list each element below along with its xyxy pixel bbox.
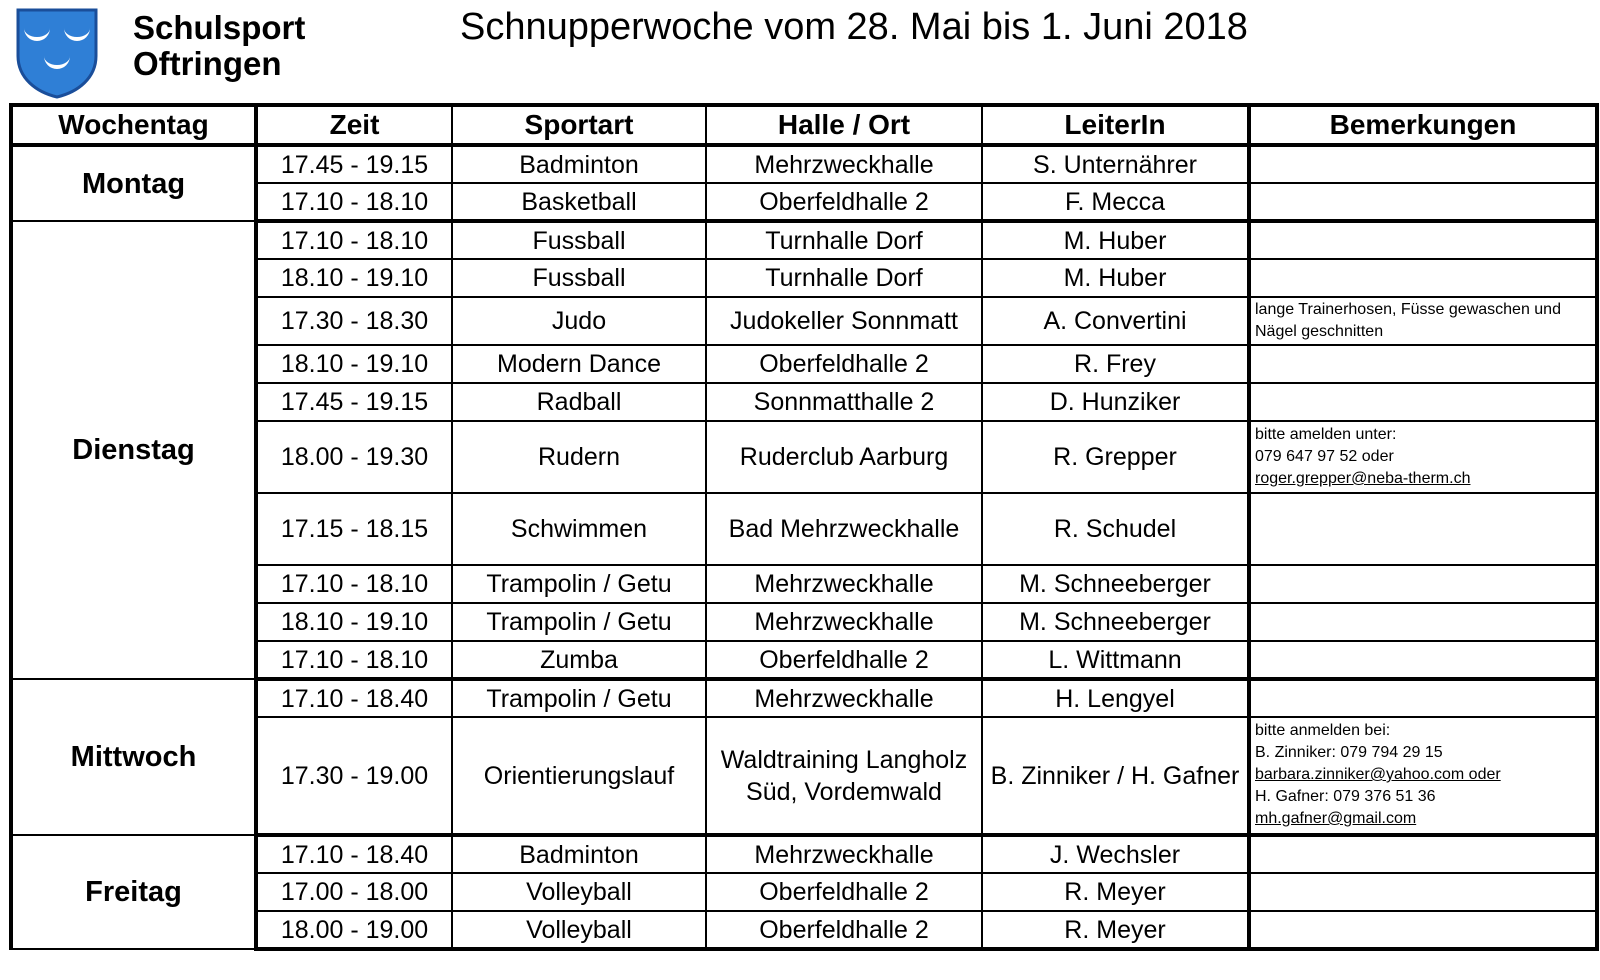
sport-cell: Schwimmen bbox=[452, 493, 706, 565]
sport-cell: Trampolin / Getu bbox=[452, 603, 706, 641]
location-cell: Judokeller Sonnmatt bbox=[706, 297, 982, 345]
remark-cell bbox=[1249, 383, 1597, 421]
time-cell: 17.10 - 18.10 bbox=[256, 565, 452, 603]
column-header-wochentag: Wochentag bbox=[11, 105, 256, 145]
remark-cell bbox=[1249, 259, 1597, 297]
day-cell: Freitag bbox=[11, 835, 256, 949]
location-cell: Oberfeldhalle 2 bbox=[706, 183, 982, 221]
leader-cell: H. Lengyel bbox=[982, 679, 1249, 717]
remark-cell bbox=[1249, 679, 1597, 717]
leader-cell: M. Huber bbox=[982, 259, 1249, 297]
time-cell: 17.00 - 18.00 bbox=[256, 873, 452, 911]
day-cell: Mittwoch bbox=[11, 679, 256, 835]
remark-cell bbox=[1249, 873, 1597, 911]
remark-cell bbox=[1249, 717, 1597, 835]
sport-cell: Zumba bbox=[452, 641, 706, 679]
table-header-row bbox=[11, 105, 1597, 145]
location-cell: Waldtraining Langholz Süd, Vordemwald bbox=[706, 717, 982, 835]
time-cell: 17.10 - 18.10 bbox=[256, 221, 452, 259]
location-cell: Mehrzweckhalle bbox=[706, 603, 982, 641]
location-cell: Bad Mehrzweckhalle bbox=[706, 493, 982, 565]
org-line-2: Oftringen bbox=[133, 45, 282, 82]
email-link[interactable]: barbara.zinniker@yahoo.com oder bbox=[1255, 766, 1501, 783]
leader-cell: F. Mecca bbox=[982, 183, 1249, 221]
time-cell: 17.45 - 19.15 bbox=[256, 383, 452, 421]
time-cell: 18.00 - 19.30 bbox=[256, 421, 452, 493]
remark-cell bbox=[1249, 345, 1597, 383]
page-title: Schnupperwoche vom 28. Mai bis 1. Juni 2018 bbox=[460, 6, 1248, 48]
sport-cell: Trampolin / Getu bbox=[452, 679, 706, 717]
sport-cell: Modern Dance bbox=[452, 345, 706, 383]
column-header-ort: Halle / Ort bbox=[706, 105, 982, 145]
leader-cell: M. Schneeberger bbox=[982, 603, 1249, 641]
leader-cell: M. Schneeberger bbox=[982, 565, 1249, 603]
leader-cell: R. Grepper bbox=[982, 421, 1249, 493]
sport-cell: Radball bbox=[452, 383, 706, 421]
leader-cell: B. Zinniker / H. Gafner bbox=[982, 717, 1249, 835]
time-cell: 17.15 - 18.15 bbox=[256, 493, 452, 565]
remark-line: Nägel geschnitten bbox=[1255, 323, 1384, 340]
organization-name bbox=[133, 10, 305, 82]
leader-cell: A. Convertini bbox=[982, 297, 1249, 345]
remark-line: B. Zinniker: 079 794 29 15 bbox=[1255, 744, 1443, 761]
time-cell: 17.10 - 18.40 bbox=[256, 679, 452, 717]
table-row bbox=[11, 835, 1597, 873]
location-cell: Oberfeldhalle 2 bbox=[706, 641, 982, 679]
day-cell: Dienstag bbox=[11, 221, 256, 679]
coat-of-arms-icon bbox=[8, 2, 106, 100]
location-cell: Mehrzweckhalle bbox=[706, 145, 982, 183]
time-cell: 18.10 - 19.10 bbox=[256, 259, 452, 297]
remark-cell bbox=[1249, 421, 1597, 493]
remark-cell bbox=[1249, 493, 1597, 565]
remark-cell bbox=[1249, 641, 1597, 679]
column-header-zeit: Zeit bbox=[256, 105, 452, 145]
sport-cell: Basketball bbox=[452, 183, 706, 221]
time-cell: 17.30 - 18.30 bbox=[256, 297, 452, 345]
sport-cell: Fussball bbox=[452, 259, 706, 297]
column-header-sportart: Sportart bbox=[452, 105, 706, 145]
table-row bbox=[11, 221, 1597, 259]
remark-line: 079 647 97 52 oder bbox=[1255, 448, 1394, 465]
remark-line: bitte amelden unter: bbox=[1255, 426, 1397, 443]
schedule-table bbox=[9, 103, 1599, 951]
sport-cell: Rudern bbox=[452, 421, 706, 493]
sport-cell: Orientierungslauf bbox=[452, 717, 706, 835]
remark-line: lange Trainerhosen, Füsse gewaschen und bbox=[1255, 301, 1561, 318]
location-cell: Mehrzweckhalle bbox=[706, 565, 982, 603]
leader-cell: D. Hunziker bbox=[982, 383, 1249, 421]
location-cell: Mehrzweckhalle bbox=[706, 679, 982, 717]
remark-cell bbox=[1249, 603, 1597, 641]
remark-cell bbox=[1249, 297, 1597, 345]
email-link[interactable]: mh.gafner@gmail.com bbox=[1255, 810, 1417, 827]
location-cell: Mehrzweckhalle bbox=[706, 835, 982, 873]
sport-cell: Trampolin / Getu bbox=[452, 565, 706, 603]
time-cell: 18.10 - 19.10 bbox=[256, 603, 452, 641]
remark-cell bbox=[1249, 911, 1597, 949]
sport-cell: Volleyball bbox=[452, 911, 706, 949]
table-row bbox=[11, 679, 1597, 717]
sport-cell: Fussball bbox=[452, 221, 706, 259]
column-header-leiterin: LeiterIn bbox=[982, 105, 1249, 145]
day-cell: Montag bbox=[11, 145, 256, 221]
schedule-body bbox=[11, 145, 1597, 949]
time-cell: 17.10 - 18.10 bbox=[256, 183, 452, 221]
leader-cell: R. Meyer bbox=[982, 911, 1249, 949]
location-cell: Oberfeldhalle 2 bbox=[706, 873, 982, 911]
remark-line: H. Gafner: 079 376 51 36 bbox=[1255, 788, 1436, 805]
remark-line: bitte anmelden bei: bbox=[1255, 722, 1391, 739]
email-link[interactable]: roger.grepper@neba-therm.ch bbox=[1255, 470, 1471, 487]
location-cell: Oberfeldhalle 2 bbox=[706, 345, 982, 383]
leader-cell: S. Unternährer bbox=[982, 145, 1249, 183]
time-cell: 17.10 - 18.10 bbox=[256, 641, 452, 679]
column-header-bemerkungen: Bemerkungen bbox=[1249, 105, 1597, 145]
location-cell: Ruderclub Aarburg bbox=[706, 421, 982, 493]
leader-cell: R. Schudel bbox=[982, 493, 1249, 565]
location-cell: Turnhalle Dorf bbox=[706, 221, 982, 259]
leader-cell: L. Wittmann bbox=[982, 641, 1249, 679]
sport-cell: Badminton bbox=[452, 145, 706, 183]
sport-cell: Volleyball bbox=[452, 873, 706, 911]
remark-cell bbox=[1249, 835, 1597, 873]
time-cell: 18.10 - 19.10 bbox=[256, 345, 452, 383]
sport-cell: Judo bbox=[452, 297, 706, 345]
time-cell: 17.45 - 19.15 bbox=[256, 145, 452, 183]
sport-cell: Badminton bbox=[452, 835, 706, 873]
leader-cell: R. Meyer bbox=[982, 873, 1249, 911]
remark-cell bbox=[1249, 565, 1597, 603]
remark-cell bbox=[1249, 145, 1597, 183]
location-cell: Sonnmatthalle 2 bbox=[706, 383, 982, 421]
location-cell: Oberfeldhalle 2 bbox=[706, 911, 982, 949]
location-cell: Turnhalle Dorf bbox=[706, 259, 982, 297]
remark-cell bbox=[1249, 221, 1597, 259]
leader-cell: M. Huber bbox=[982, 221, 1249, 259]
table-row bbox=[11, 145, 1597, 183]
remark-cell bbox=[1249, 183, 1597, 221]
leader-cell: J. Wechsler bbox=[982, 835, 1249, 873]
time-cell: 17.10 - 18.40 bbox=[256, 835, 452, 873]
time-cell: 18.00 - 19.00 bbox=[256, 911, 452, 949]
time-cell: 17.30 - 19.00 bbox=[256, 717, 452, 835]
org-line-1: Schulsport bbox=[133, 9, 306, 46]
leader-cell: R. Frey bbox=[982, 345, 1249, 383]
